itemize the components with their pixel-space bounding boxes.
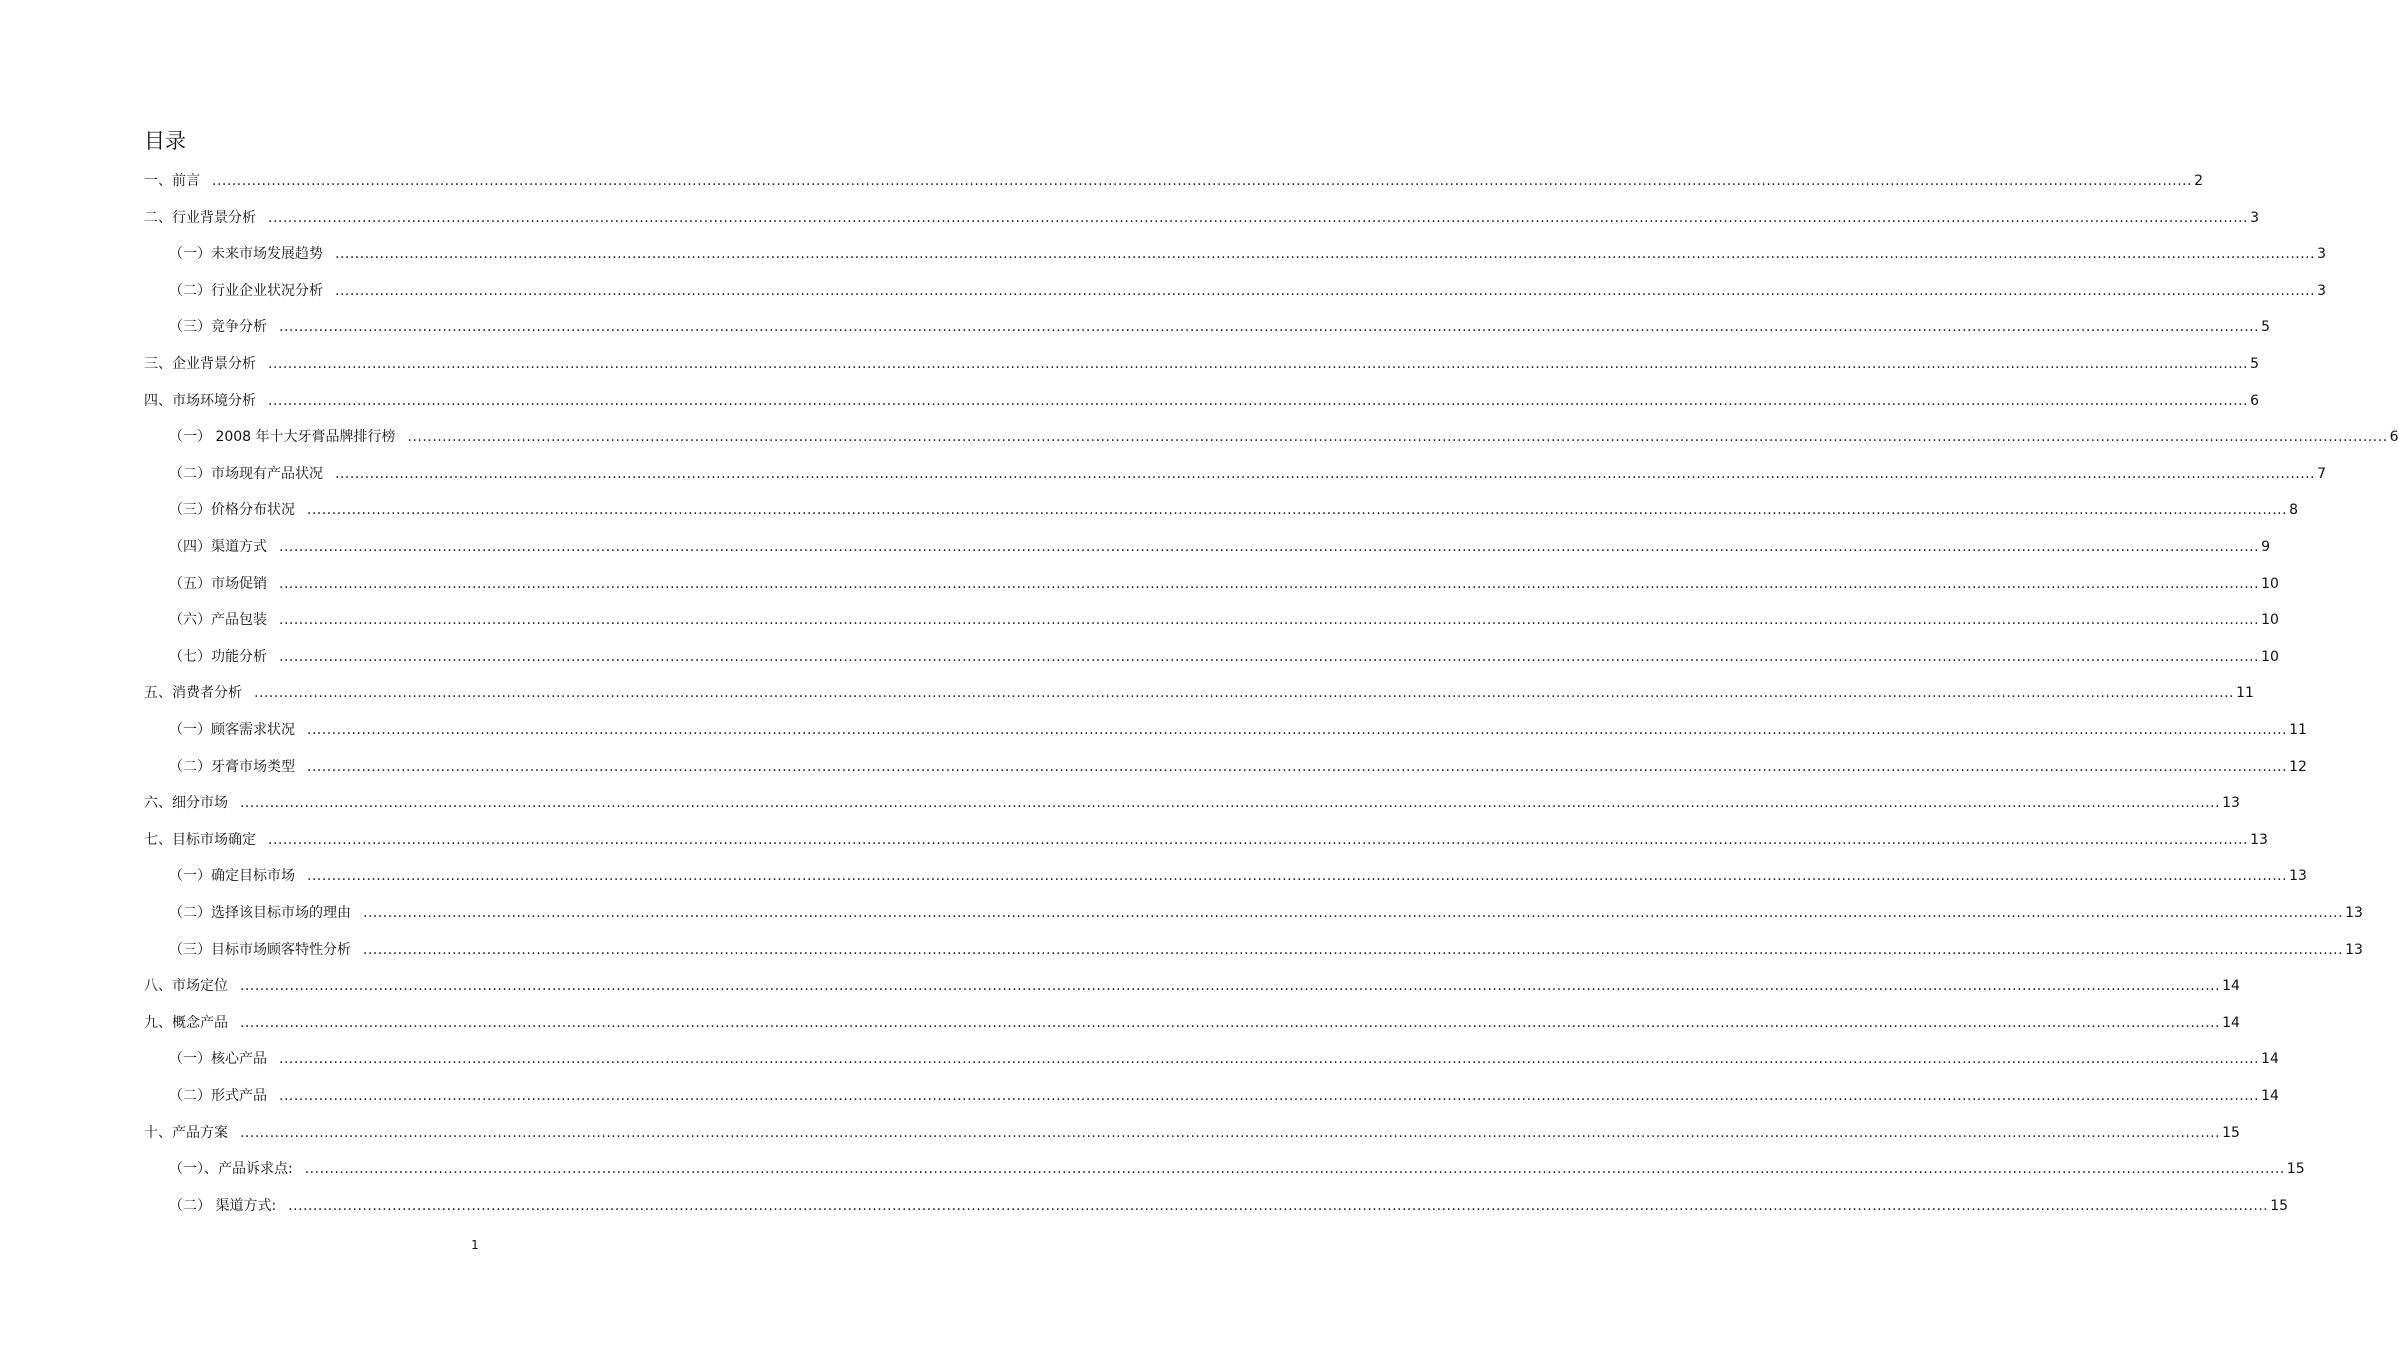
page-number: 1 [471,1238,479,1252]
toc-entry-page: 9 [2261,539,2270,555]
toc-entry[interactable] [144,208,2259,228]
toc-entry-page: 5 [2261,319,2270,336]
toc-entry[interactable] [144,793,2240,813]
toc-entry-page: 13 [2345,905,2363,921]
toc-entry[interactable] [169,647,2279,667]
toc-entry-text: （二）选择该目标市场的理由 [169,905,351,921]
toc-entry-page: 7 [2317,465,2326,482]
toc-entry-page: 10 [2261,612,2279,629]
toc-entry-page: 13 [2222,795,2240,812]
toc-entry-page: 13 [2289,868,2307,885]
toc-leader-dots: ................................................................................................................................................................................................................................................................................................................................................................................................................ [240,978,2221,995]
toc-entry-page: 2 [2194,173,2203,189]
toc-leader-dots: ................................................................................................................................................................................................................................................................................................................................................................................................................ [240,1124,2221,1141]
toc-entry-page: 11 [2289,722,2307,738]
toc-entry-text: （四）渠道方式 [169,539,267,555]
toc-entry-page: 3 [2317,282,2326,299]
toc-entry[interactable] [169,610,2279,630]
toc-entry[interactable] [169,244,2326,264]
toc-leader-dots: ................................................................................................................................................................................................................................................................................................................................................................................................................ [304,1161,2285,1178]
toc-entry-text: （六）产品包装 [169,612,267,629]
toc-entry[interactable] [144,354,2259,374]
toc-entry[interactable] [169,1159,2305,1179]
toc-entry[interactable] [144,1013,2240,1033]
toc-entry[interactable] [144,391,2259,411]
toc-entry-page: 8 [2289,502,2298,519]
toc-leader-dots: ................................................................................................................................................................................................................................................................................................................................................................................................................ [363,905,2344,921]
toc-entry[interactable] [144,830,2268,850]
toc-entry-page: 14 [2222,978,2240,995]
toc-entry-text: 三、企业背景分析 [144,356,256,372]
toc-entry[interactable] [144,1123,2240,1143]
toc-leader-dots: ................................................................................................................................................................................................................................................................................................................................................................................................................ [268,356,2249,372]
toc-entry-page: 15 [2286,1161,2305,1178]
toc-entry[interactable] [169,427,2399,447]
toc-leader-dots: ................................................................................................................................................................................................................................................................................................................................................................................................................ [268,392,2249,409]
toc-leader-dots: ................................................................................................................................................................................................................................................................................................................................................................................................................ [279,648,2260,665]
toc-leader-dots: ................................................................................................................................................................................................................................................................................................................................................................................................................ [335,246,2316,263]
toc-entry-text: 十、产品方案 [144,1124,228,1141]
toc-entry-text: （二） 渠道方式: [169,1197,277,1214]
toc-entry-page: 11 [2236,685,2254,702]
toc-entry-text: （一）核心产品 [169,1051,267,1068]
toc-entry-text: （一）、产品诉求点: [169,1161,293,1178]
toc-entry[interactable] [144,976,2240,996]
toc-entry-page: 14 [2261,1051,2279,1068]
toc-entry[interactable] [169,281,2326,301]
toc-entry-page: 13 [2250,831,2268,848]
toc-leader-dots: ................................................................................................................................................................................................................................................................................................................................................................................................................ [268,209,2249,226]
toc-entry[interactable] [169,1196,2289,1216]
toc-entry-page: 15 [2270,1197,2289,1214]
toc-entry-text: （一）未来市场发展趋势 [169,246,323,263]
toc-entry-text: 七、目标市场确定 [144,831,256,848]
toc-entry[interactable] [169,903,2363,923]
toc-entry[interactable] [144,683,2254,703]
toc-entry[interactable] [169,500,2298,520]
toc-leader-dots: ................................................................................................................................................................................................................................................................................................................................................................................................................ [363,941,2344,958]
toc-entry[interactable] [144,171,2203,191]
toc-entry-page: 6 [2250,392,2259,409]
toc-entry-page: 10 [2261,648,2279,665]
toc-entry-page: 12 [2289,758,2307,775]
toc-entry-text: （五）市场促销 [169,575,267,592]
toc-leader-dots: ................................................................................................................................................................................................................................................................................................................................................................................................................ [335,282,2316,299]
toc-leader-dots: ................................................................................................................................................................................................................................................................................................................................................................................................................ [212,173,2193,189]
toc-entry[interactable] [169,720,2307,740]
toc-entry[interactable] [169,464,2326,484]
toc-entry[interactable] [169,866,2307,886]
toc-leader-dots: ................................................................................................................................................................................................................................................................................................................................................................................................................ [279,539,2260,555]
toc-entry-text: 二、行业背景分析 [144,209,256,226]
toc-entry-text: （一）顾客需求状况 [169,722,295,738]
toc-entry-text: 一、前言 [144,173,200,189]
toc-entry-text: 五、消费者分析 [144,685,242,702]
toc-leader-dots: ................................................................................................................................................................................................................................................................................................................................................................................................................ [240,1014,2221,1031]
toc-entry[interactable] [169,940,2363,960]
toc-entry-page: 3 [2250,209,2259,226]
toc-leader-dots: ................................................................................................................................................................................................................................................................................................................................................................................................................ [268,831,2249,848]
toc-entry-text: （二）市场现有产品状况 [169,465,323,482]
toc-entry-text: （二）形式产品 [169,1088,267,1104]
toc-leader-dots: ................................................................................................................................................................................................................................................................................................................................................................................................................ [279,1088,2260,1104]
toc-leader-dots: ................................................................................................................................................................................................................................................................................................................................................................................................................ [288,1197,2269,1214]
toc-entry-text: （二）牙膏市场类型 [169,758,295,775]
toc-leader-dots: ................................................................................................................................................................................................................................................................................................................................................................................................................ [407,429,2388,446]
toc-entry-text: （三）目标市场顾客特性分析 [169,941,351,958]
toc-entry-page: 6 [2389,429,2399,446]
toc-entry-text: （三）价格分布状况 [169,502,295,519]
toc-entry-page: 14 [2261,1088,2279,1104]
toc-entry-page: 14 [2222,1014,2240,1031]
toc-leader-dots: ................................................................................................................................................................................................................................................................................................................................................................................................................ [279,319,2260,336]
toc-leader-dots: ................................................................................................................................................................................................................................................................................................................................................................................................................ [307,868,2288,885]
toc-entry[interactable] [169,757,2307,777]
toc-entry-page: 5 [2250,356,2259,372]
toc-entry-text: 六、细分市场 [144,795,228,812]
toc-entry[interactable] [169,574,2279,594]
toc-entry-page: 13 [2345,941,2363,958]
toc-leader-dots: ................................................................................................................................................................................................................................................................................................................................................................................................................ [240,795,2221,812]
toc-entry-text: （一） 2008 年十大牙膏品牌排行榜 [169,429,396,446]
toc-entry-page: 3 [2317,246,2326,263]
toc-title: 目录 [144,129,186,153]
toc-entry[interactable] [169,1049,2279,1069]
toc-entry[interactable] [169,537,2270,557]
toc-entry-page: 15 [2222,1124,2240,1141]
toc-leader-dots: ................................................................................................................................................................................................................................................................................................................................................................................................................ [279,612,2260,629]
toc-entry-page: 10 [2261,575,2279,592]
toc-leader-dots: ................................................................................................................................................................................................................................................................................................................................................................................................................ [279,575,2260,592]
toc-entry-text: 四、市场环境分析 [144,392,256,409]
toc-entry-text: （二）行业企业状况分析 [169,282,323,299]
toc-leader-dots: ................................................................................................................................................................................................................................................................................................................................................................................................................ [279,1051,2260,1068]
toc-leader-dots: ................................................................................................................................................................................................................................................................................................................................................................................................................ [307,758,2288,775]
toc-leader-dots: ................................................................................................................................................................................................................................................................................................................................................................................................................ [254,685,2235,702]
toc-leader-dots: ................................................................................................................................................................................................................................................................................................................................................................................................................ [307,502,2288,519]
toc-entry-text: （七）功能分析 [169,648,267,665]
toc-entry-text: 八、市场定位 [144,978,228,995]
toc-entry-text: （三）竞争分析 [169,319,267,336]
toc-leader-dots: ................................................................................................................................................................................................................................................................................................................................................................................................................ [335,465,2316,482]
toc-entry-text: 九、概念产品 [144,1014,228,1031]
toc-entry[interactable] [169,1086,2279,1106]
toc-entry[interactable] [169,317,2270,337]
toc-entry-text: （一）确定目标市场 [169,868,295,885]
toc-leader-dots: ................................................................................................................................................................................................................................................................................................................................................................................................................ [307,722,2288,738]
